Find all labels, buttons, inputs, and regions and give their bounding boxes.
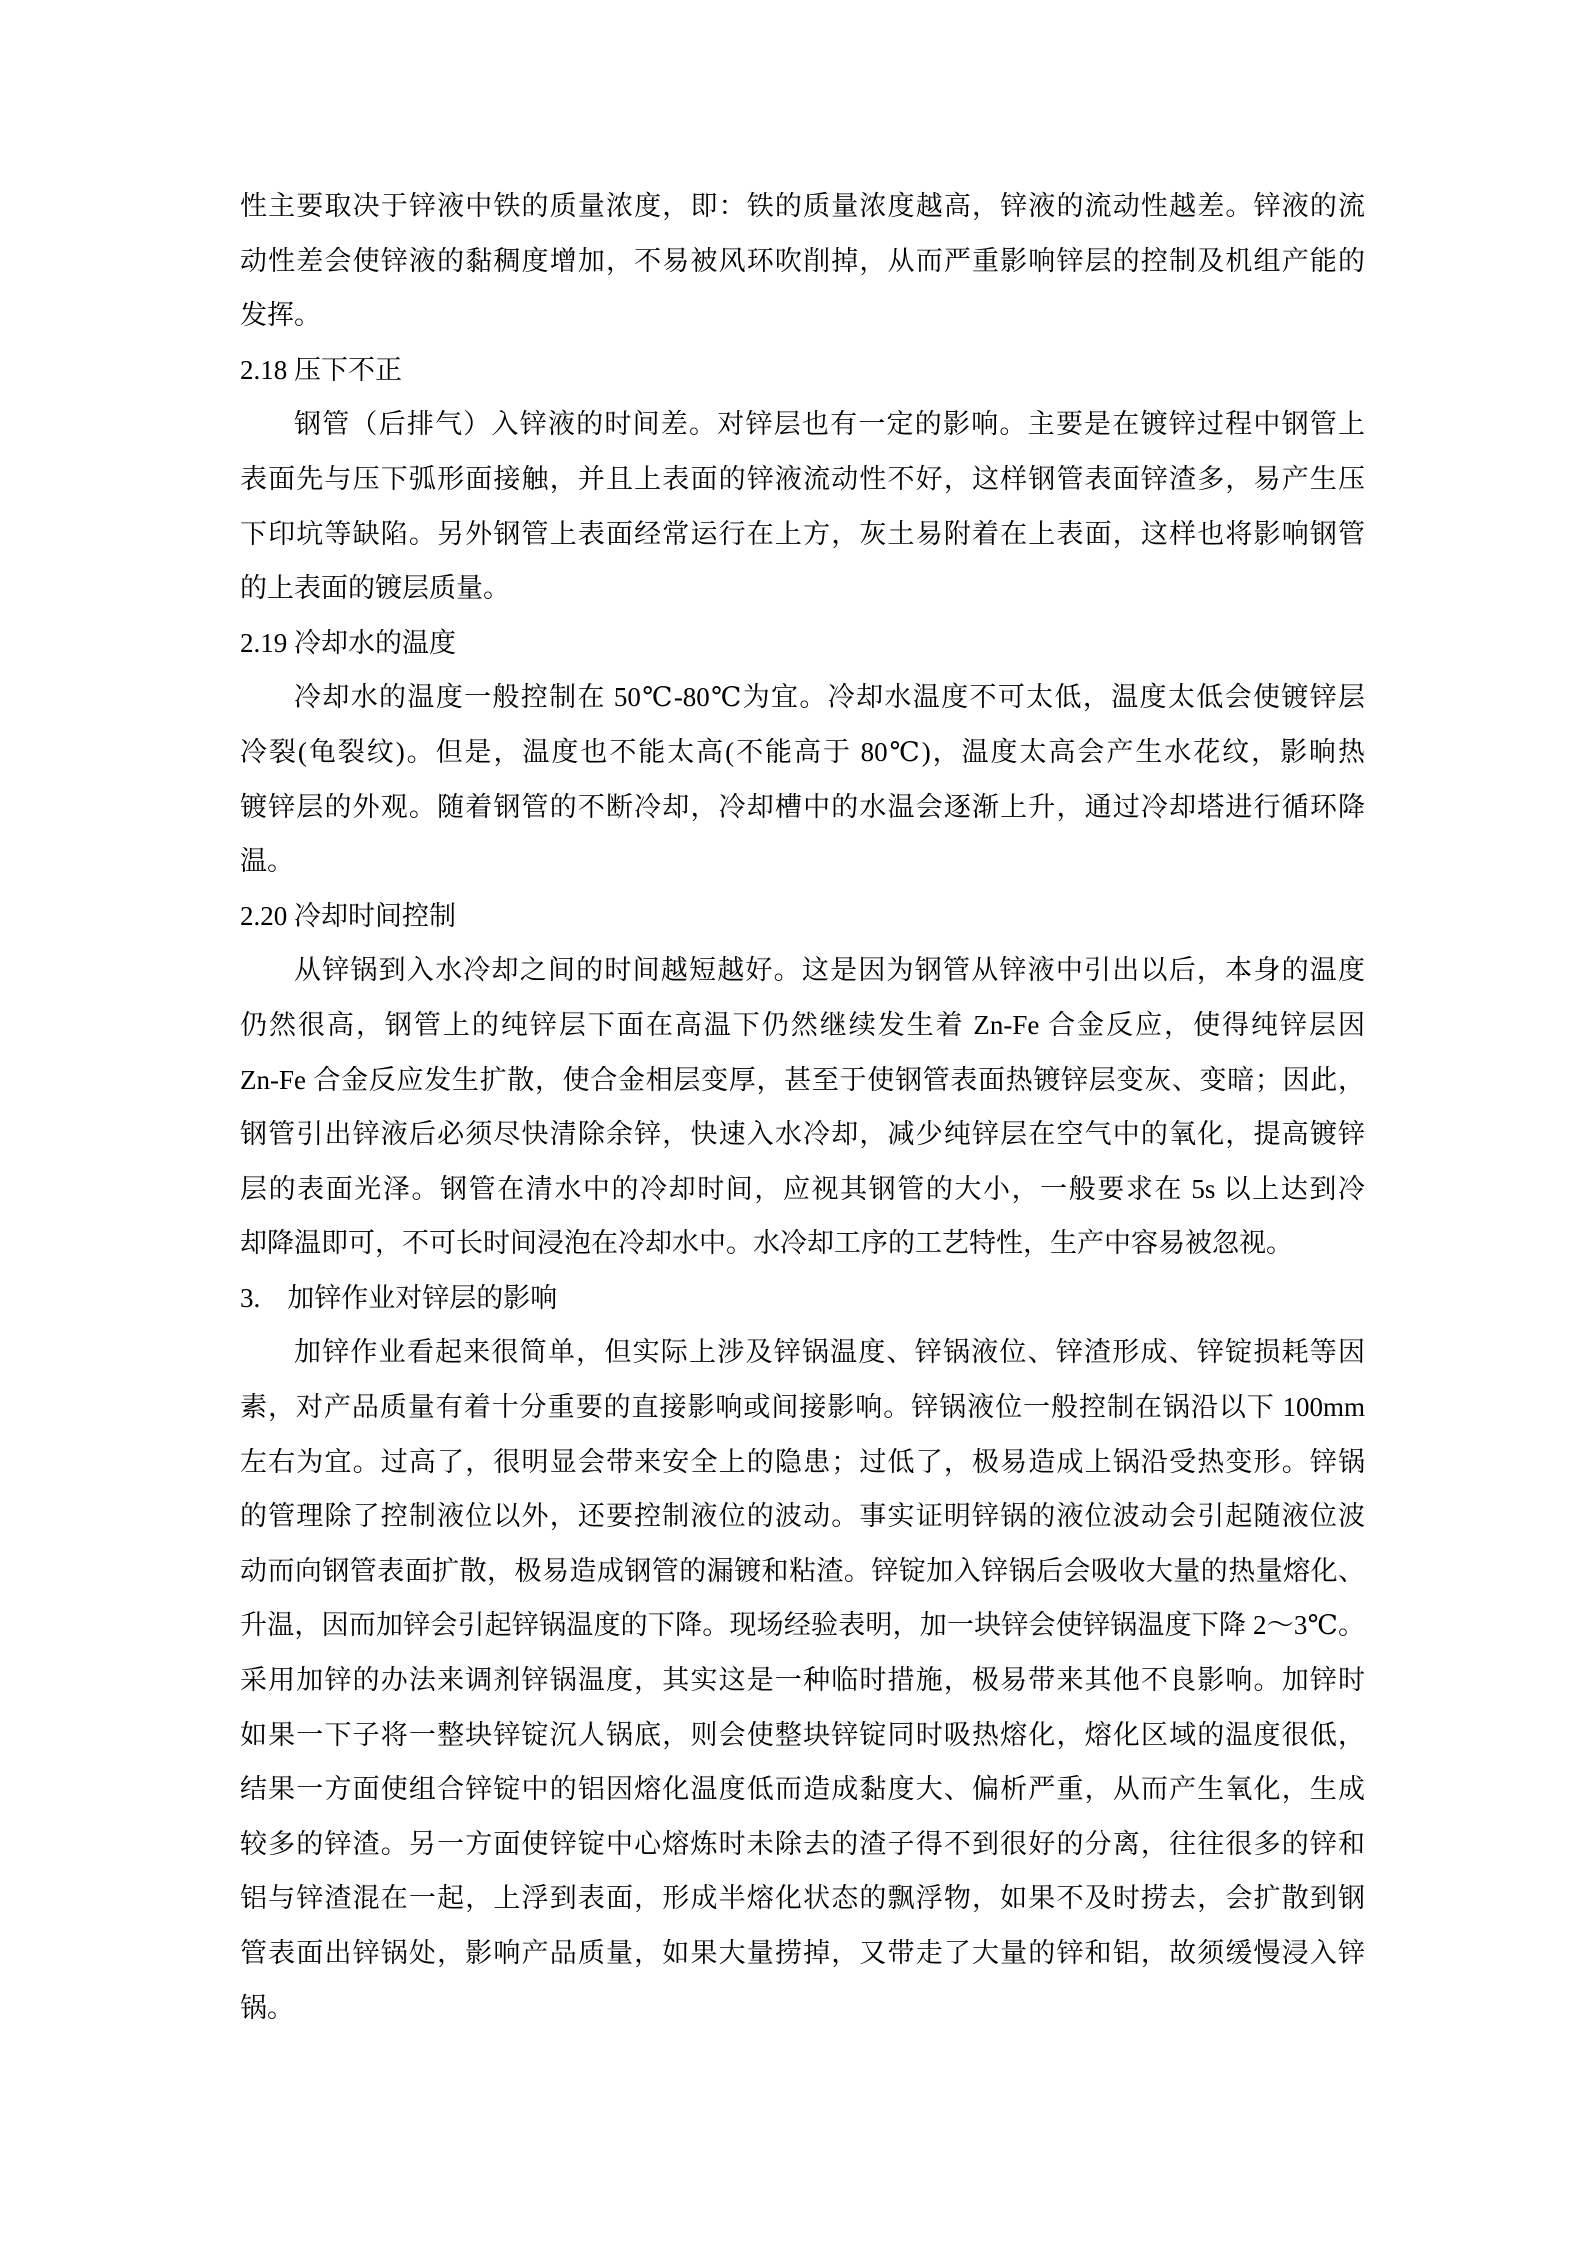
heading-line: 2.18 压下不正 bbox=[240, 354, 402, 385]
text-line: 动而向钢管表面扩散，极易造成钢管的漏镀和粘渣。锌锭加入锌锅后会吸收大量的热量熔化、 bbox=[240, 1555, 1365, 1586]
text-line: 采用加锌的办法来调剂锌锅温度，其实这是一种临时措施，极易带来其他不良影响。加锌时 bbox=[240, 1665, 1365, 1696]
paragraph bbox=[240, 670, 1365, 888]
text-line: 结果一方面使组合锌锭中的铝因熔化温度低而造成黏度大、偏析严重，从而产生氧化，生成 bbox=[240, 1774, 1365, 1805]
text-line: 的管理除了控制液位以外，还要控制液位的波动。事实证明锌锅的液位波动会引起随液位波 bbox=[240, 1501, 1365, 1532]
text-line: 较多的锌渣。另一方面使锌锭中心熔炼时未除去的渣子得不到很好的分离，往往很多的锌和 bbox=[240, 1828, 1365, 1859]
heading-line: 2.19 冷却水的温度 bbox=[240, 627, 456, 658]
paragraph bbox=[240, 1325, 1365, 2035]
text-line: 从锌锅到入水冷却之间的时间越短越好。这是因为钢管从锌液中引出以后，本身的温度 bbox=[294, 955, 1365, 986]
paragraph bbox=[240, 943, 1365, 1271]
text-line: 素，对产品质量有着十分重要的直接影响或间接影响。锌锅液位一般控制在锅沿以下 100mm bbox=[240, 1392, 1365, 1423]
text-line: 左右为宜。过高了，很明显会带来安全上的隐患；过低了，极易造成上锅沿受热变形。锌锅 bbox=[240, 1446, 1365, 1477]
text-line: 冷却水的温度一般控制在 50℃-80℃为宜。冷却水温度不可太低，温度太低会使镀锌层 bbox=[294, 682, 1365, 713]
text-line: 温。 bbox=[240, 846, 294, 877]
paragraph bbox=[240, 397, 1365, 615]
paragraph bbox=[240, 179, 1365, 343]
text-line: 如果一下子将一整块锌锭沉人锅底，则会使整块锌锭同时吸热熔化，熔化区域的温度很低， bbox=[240, 1719, 1365, 1750]
text-line: 层的表面光泽。钢管在清水中的冷却时间，应视其钢管的大小，一般要求在 5s 以上达到冷 bbox=[240, 1173, 1365, 1204]
text-line: 镀锌层的外观。随着钢管的不断冷却，冷却槽中的水温会逐渐上升，通过冷却塔进行循环降 bbox=[240, 791, 1365, 822]
text-line: 的上表面的镀层质量。 bbox=[240, 573, 510, 604]
text-line: Zn-Fe 合金反应发生扩散，使合金相层变厚，甚至于使钢管表面热镀锌层变灰、变暗；因此， bbox=[240, 1064, 1365, 1095]
section-heading bbox=[240, 343, 1365, 398]
section-heading bbox=[240, 1271, 1365, 1326]
text-line: 动性差会使锌液的黏稠度增加，不易被风环吹削掉，从而严重影响锌层的控制及机组产能的 bbox=[240, 245, 1365, 276]
text-line: 仍然很高，钢管上的纯锌层下面在高温下仍然继续发生着 Zn-Fe 合金反应，使得纯锌层因 bbox=[240, 1009, 1365, 1040]
text-line: 加锌作业看起来很简单，但实际上涉及锌锅温度、锌锅液位、锌渣形成、锌锭损耗等因 bbox=[294, 1337, 1365, 1368]
heading-line: 2.20 冷却时间控制 bbox=[240, 900, 456, 931]
section-heading bbox=[240, 616, 1365, 671]
heading-line: 3. 加锌作业对锌层的影响 bbox=[240, 1282, 558, 1313]
text-line: 锅。 bbox=[240, 1992, 294, 2023]
text-line: 表面先与压下弧形面接触，并且上表面的锌液流动性不好，这样钢管表面锌渣多，易产生压 bbox=[240, 463, 1365, 494]
text-line: 性主要取决于锌液中铁的质量浓度，即：铁的质量浓度越高，锌液的流动性越差。锌液的流 bbox=[240, 191, 1365, 221]
text-line: 下印坑等缺陷。另外钢管上表面经常运行在上方，灰土易附着在上表面，这样也将影响钢管 bbox=[240, 518, 1365, 549]
text-line: 冷裂(龟裂纹)。但是，温度也不能太高(不能高于 80℃)，温度太高会产生水花纹，影晌热 bbox=[240, 736, 1365, 767]
text-line: 升温，因而加锌会引起锌锅温度的下降。现场经验表明，加一块锌会使锌锅温度下降 2～3℃。 bbox=[240, 1610, 1365, 1641]
text-line: 钢管引出锌液后必须尽快清除余锌，快速入水冷却，减少纯锌层在空气中的氧化，提高镀锌 bbox=[240, 1119, 1365, 1150]
text-line: 发挥。 bbox=[240, 300, 321, 331]
section-heading bbox=[240, 889, 1365, 944]
text-line: 却降温即可，不可长时间浸泡在冷却水中。水冷却工序的工艺特性，生产中容易被忽视。 bbox=[240, 1228, 1293, 1259]
text-line: 管表面出锌锅处，影响产品质量，如果大量捞掉，又带走了大量的锌和铝，故须缓慢浸入锌 bbox=[240, 1938, 1365, 1968]
text-line: 钢管（后排气）入锌液的时间差。对锌层也有一定的影响。主要是在镀锌过程中钢管上 bbox=[294, 409, 1365, 440]
text-line: 铝与锌渣混在一起，上浮到表面，形成半熔化状态的飘浮物，如果不及时捞去，会扩散到钢 bbox=[240, 1883, 1365, 1914]
document-content bbox=[240, 179, 1365, 2035]
